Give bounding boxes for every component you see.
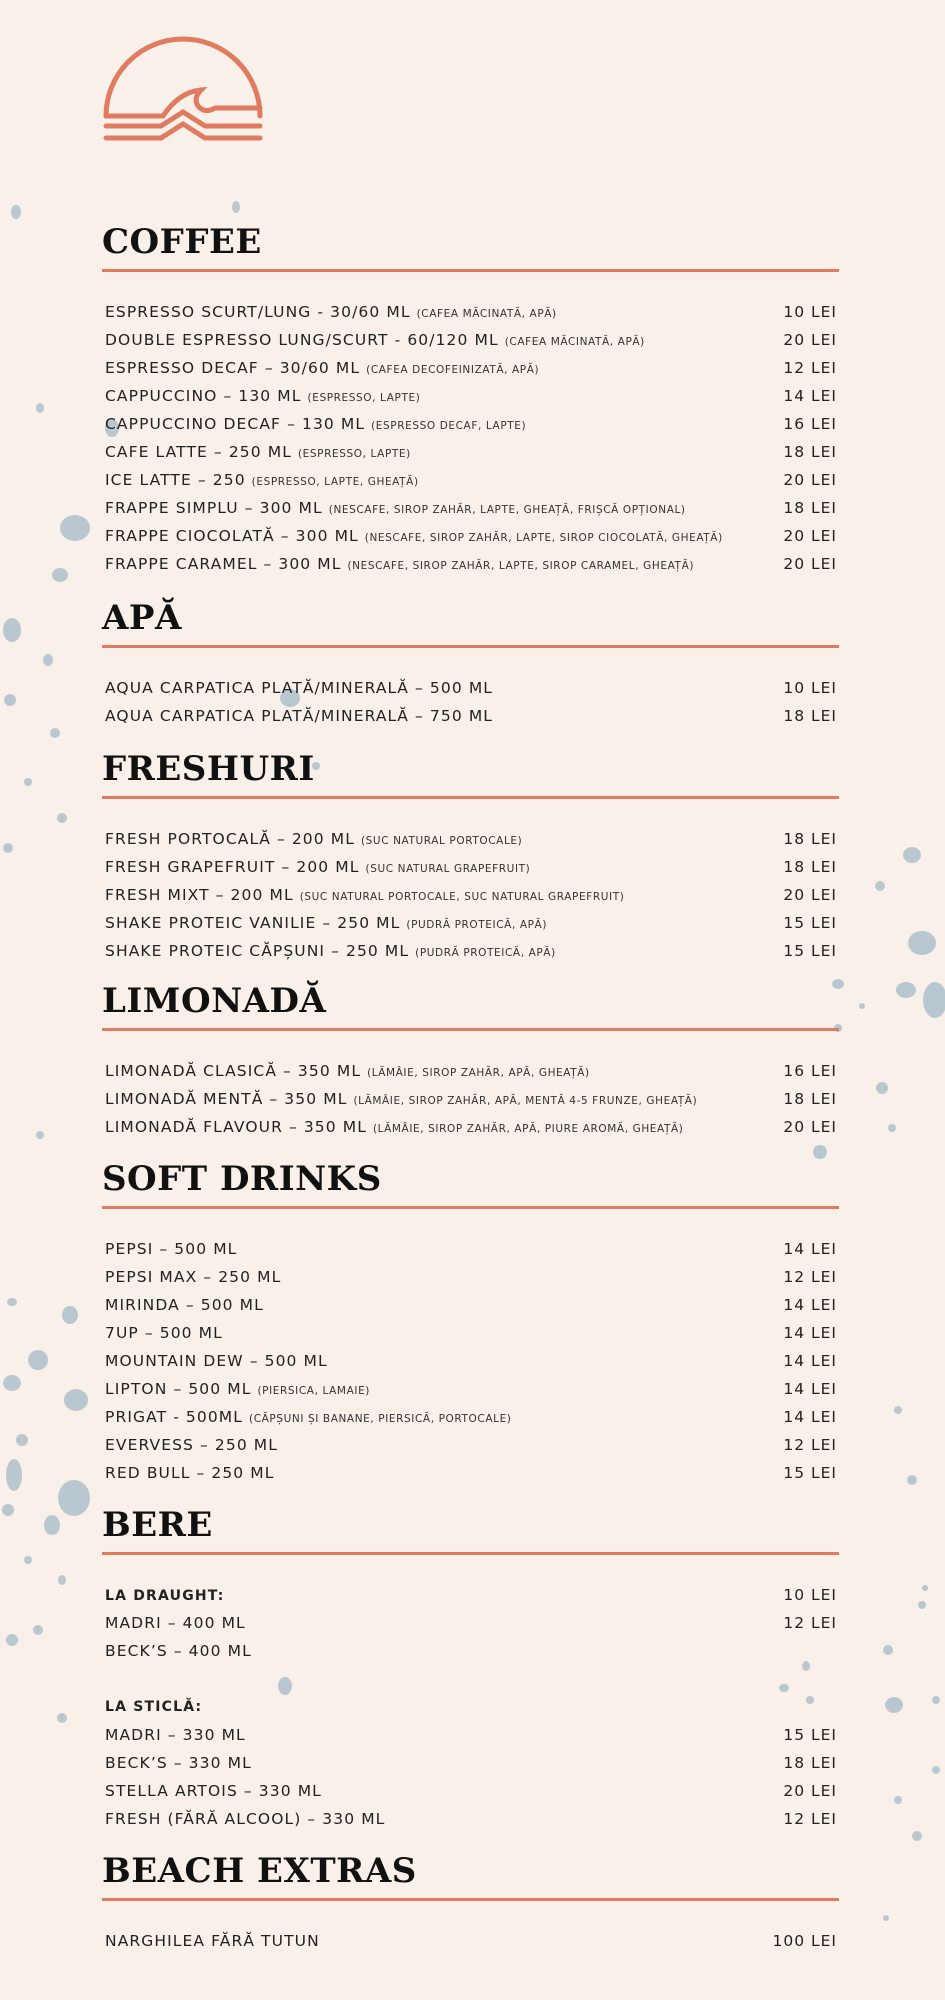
item-name: ESPRESSO DECAF – 30/60 ML <box>105 359 361 377</box>
item-name: AQUA CARPATICA PLATĂ/MINERALĂ – 500 ML <box>105 679 494 697</box>
item-name: FRAPPE CIOCOLATĂ – 300 ML <box>105 527 359 545</box>
menu-item <box>102 1637 839 1665</box>
item-name: PEPSI MAX – 250 ML <box>105 1268 282 1286</box>
item-description: (SUC NATURAL PORTOCALE, SUC NATURAL GRAPEFRUIT) <box>299 891 625 903</box>
item-name: FRESH (FĂRĂ ALCOOL) – 330 ML <box>105 1810 386 1828</box>
section-title: LIMONADĂ <box>102 981 327 1021</box>
fresh-section <box>102 746 839 965</box>
menu-item <box>102 1375 839 1403</box>
bottle-subheading <box>102 1693 839 1721</box>
item-name: BECK’S – 330 ML <box>105 1754 252 1772</box>
section-divider <box>102 645 839 648</box>
item-price: 20 LEI <box>783 886 837 904</box>
item-name: MIRINDA – 500 ML <box>105 1296 264 1314</box>
item-price: 18 LEI <box>783 1090 837 1108</box>
menu-item <box>102 1609 839 1637</box>
item-name: CAPPUCCINO DECAF – 130 ML <box>105 415 366 433</box>
item-price: 20 LEI <box>783 1782 837 1800</box>
item-name: MADRI – 400 ML <box>105 1614 246 1632</box>
item-description: (CAFEA DECOFEINIZATĂ, APĂ) <box>366 364 540 376</box>
item-name: FRESH MIXT – 200 ML <box>105 886 294 904</box>
item-price: 14 LEI <box>783 1408 837 1426</box>
item-price: 12 LEI <box>783 1614 837 1632</box>
section-title: COFFEE <box>102 222 262 262</box>
water-section <box>102 595 839 730</box>
item-description: (CAFEA MĂCINATĂ, APĂ) <box>504 336 645 348</box>
subheading-label: LA DRAUGHT: <box>105 1588 225 1604</box>
menu-item <box>102 522 839 550</box>
item-name: NARGHILEA FĂRĂ TUTUN <box>105 1932 320 1950</box>
item-price: 20 LEI <box>783 555 837 573</box>
menu-item <box>102 1085 839 1113</box>
item-price: 12 LEI <box>783 1810 837 1828</box>
section-divider <box>102 1028 839 1031</box>
menu-item <box>102 1749 839 1777</box>
menu-item <box>102 937 839 965</box>
item-description: (ESPRESSO, LAPTE) <box>297 448 411 460</box>
item-name: MADRI – 330 ML <box>105 1726 246 1744</box>
item-description: (LĂMÂIE, SIROP ZAHĂR, APĂ, GHEAȚĂ) <box>367 1067 590 1079</box>
item-description: (ESPRESSO, LAPTE) <box>307 392 421 404</box>
section-divider <box>102 1552 839 1555</box>
menu-item <box>102 1927 839 1955</box>
item-price: 20 LEI <box>783 527 837 545</box>
menu-item <box>102 382 839 410</box>
item-description: (LĂMÂIE, SIROP ZAHĂR, APĂ, PIURE AROMĂ, GHEAȚĂ) <box>372 1123 684 1135</box>
section-divider <box>102 269 839 272</box>
section-divider <box>102 1898 839 1901</box>
item-price: 10 LEI <box>783 303 837 321</box>
item-description: (CAFEA MĂCINATĂ, APĂ) <box>416 308 557 320</box>
item-price: 12 LEI <box>783 359 837 377</box>
item-price: 20 LEI <box>783 331 837 349</box>
item-price: 15 LEI <box>783 1464 837 1482</box>
item-description: (PIERSICA, LAMAIE) <box>257 1385 371 1397</box>
section-title: BERE <box>102 1505 213 1545</box>
item-name: SHAKE PROTEIC VANILIE – 250 ML <box>105 914 401 932</box>
item-name: LIMONADĂ MENTĂ – 350 ML <box>105 1090 348 1108</box>
lemonade-section <box>102 978 839 1141</box>
item-price: 18 LEI <box>783 499 837 517</box>
menu-item <box>102 1263 839 1291</box>
menu-item <box>102 494 839 522</box>
item-description: (PUDRĂ PROTEICĂ, APĂ) <box>406 919 548 931</box>
menu-item <box>102 1403 839 1431</box>
item-price: 18 LEI <box>783 1754 837 1772</box>
menu-item <box>102 1113 839 1141</box>
item-price: 15 LEI <box>783 914 837 932</box>
menu-item <box>102 550 839 578</box>
beach-extras-section <box>102 1848 839 1955</box>
section-title: BEACH EXTRAS <box>102 1851 417 1891</box>
menu-item <box>102 909 839 937</box>
item-name: FRAPPE SIMPLU – 300 ML <box>105 499 323 517</box>
item-name: FRESH GRAPEFRUIT – 200 ML <box>105 858 360 876</box>
item-price: 10 LEI <box>783 1586 837 1604</box>
menu-item <box>102 1805 839 1833</box>
item-name: LIMONADĂ FLAVOUR – 350 ML <box>105 1118 367 1136</box>
item-name: PEPSI – 500 ML <box>105 1240 238 1258</box>
soft-drinks-section <box>102 1156 839 1487</box>
item-name: PRIGAT - 500ML <box>105 1408 244 1426</box>
item-name: DOUBLE ESPRESSO LUNG/SCURT - 60/120 ML <box>105 331 499 349</box>
item-description: (ESPRESSO, LAPTE, GHEAȚĂ) <box>251 476 419 488</box>
item-name: FRESH PORTOCALĂ – 200 ML <box>105 830 355 848</box>
item-price: 15 LEI <box>783 942 837 960</box>
item-price: 14 LEI <box>783 387 837 405</box>
section-title: SOFT DRINKS <box>102 1159 382 1199</box>
menu-item <box>102 1235 839 1263</box>
item-price: 16 LEI <box>783 415 837 433</box>
item-name: 7UP – 500 ML <box>105 1324 223 1342</box>
spacer <box>102 1665 839 1693</box>
item-name: ESPRESSO SCURT/LUNG - 30/60 ML <box>105 303 411 321</box>
section-title: APĂ <box>102 598 182 638</box>
menu-item <box>102 1721 839 1749</box>
item-name: EVERVESS – 250 ML <box>105 1436 279 1454</box>
item-name: RED BULL – 250 ML <box>105 1464 275 1482</box>
item-description: (SUC NATURAL PORTOCALE) <box>360 835 523 847</box>
menu-item <box>102 326 839 354</box>
item-price: 10 LEI <box>783 679 837 697</box>
item-name: BECK’S – 400 ML <box>105 1642 252 1660</box>
item-price: 14 LEI <box>783 1296 837 1314</box>
item-description: (CĂPȘUNI ȘI BANANE, PIERSICĂ, PORTOCALE) <box>249 1413 512 1425</box>
item-name: ICE LATTE – 250 <box>105 471 246 489</box>
item-price: 12 LEI <box>783 1268 837 1286</box>
menu-item <box>102 438 839 466</box>
item-price: 16 LEI <box>783 1062 837 1080</box>
item-price: 14 LEI <box>783 1352 837 1370</box>
item-description: (ESPRESSO DECAF, LAPTE) <box>371 420 527 432</box>
draught-subheading <box>102 1581 839 1609</box>
menu-item <box>102 702 839 730</box>
section-divider <box>102 796 839 799</box>
item-name: LIMONADĂ CLASICĂ – 350 ML <box>105 1062 362 1080</box>
item-price: 15 LEI <box>783 1726 837 1744</box>
menu-item <box>102 466 839 494</box>
menu-item <box>102 1777 839 1805</box>
item-description: (NESCAFE, SIROP ZAHĂR, LAPTE, SIROP CARAMEL, GHEAȚĂ) <box>347 560 695 572</box>
menu-item <box>102 1459 839 1487</box>
item-price: 14 LEI <box>783 1240 837 1258</box>
menu-item <box>102 1347 839 1375</box>
item-description: (PUDRĂ PROTEICĂ, APĂ) <box>415 947 556 959</box>
menu-item <box>102 1431 839 1459</box>
item-name: LIPTON – 500 ML <box>105 1380 252 1398</box>
menu-item <box>102 354 839 382</box>
menu-item <box>102 1291 839 1319</box>
item-name: FRAPPE CARAMEL – 300 ML <box>105 555 342 573</box>
item-name: STELLA ARTOIS – 330 ML <box>105 1782 322 1800</box>
item-name: MOUNTAIN DEW – 500 ML <box>105 1352 328 1370</box>
item-description: (NESCAFE, SIROP ZAHĂR, LAPTE, GHEAȚĂ, FRIȘCĂ OPȚIONAL) <box>328 504 686 516</box>
item-price: 12 LEI <box>783 1436 837 1454</box>
section-title: FRESHURI <box>102 749 315 789</box>
item-price: 20 LEI <box>783 1118 837 1136</box>
item-price: 14 LEI <box>783 1324 837 1342</box>
item-name: CAFE LATTE – 250 ML <box>105 443 292 461</box>
coffee-section <box>102 219 839 578</box>
beer-section <box>102 1502 839 1833</box>
menu-item <box>102 853 839 881</box>
menu-item <box>102 1057 839 1085</box>
subheading-label: LA STICLĂ: <box>105 1699 203 1715</box>
wave-sun-logo-icon <box>103 34 263 146</box>
item-price: 18 LEI <box>783 707 837 725</box>
menu-item <box>102 674 839 702</box>
menu-item <box>102 825 839 853</box>
item-price: 20 LEI <box>783 471 837 489</box>
item-name: CAPPUCCINO – 130 ML <box>105 387 302 405</box>
menu-item <box>102 298 839 326</box>
item-name: AQUA CARPATICA PLATĂ/MINERALĂ – 750 ML <box>105 707 494 725</box>
item-price: 100 LEI <box>772 1932 837 1950</box>
item-description: (NESCAFE, SIROP ZAHĂR, LAPTE, SIROP CIOCOLATĂ, GHEAȚĂ) <box>364 532 723 544</box>
section-divider <box>102 1206 839 1209</box>
item-price: 18 LEI <box>783 830 837 848</box>
menu-item <box>102 1319 839 1347</box>
menu-item <box>102 410 839 438</box>
menu-item <box>102 881 839 909</box>
item-price: 18 LEI <box>783 858 837 876</box>
item-name: SHAKE PROTEIC CĂPȘUNI – 250 ML <box>105 942 410 960</box>
item-price: 18 LEI <box>783 443 837 461</box>
item-description: (SUC NATURAL GRAPEFRUIT) <box>365 863 531 875</box>
item-description: (LĂMÂIE, SIROP ZAHĂR, APĂ, MENTĂ 4-5 FRUNZE, GHEAȚĂ) <box>353 1095 698 1107</box>
item-price: 14 LEI <box>783 1380 837 1398</box>
